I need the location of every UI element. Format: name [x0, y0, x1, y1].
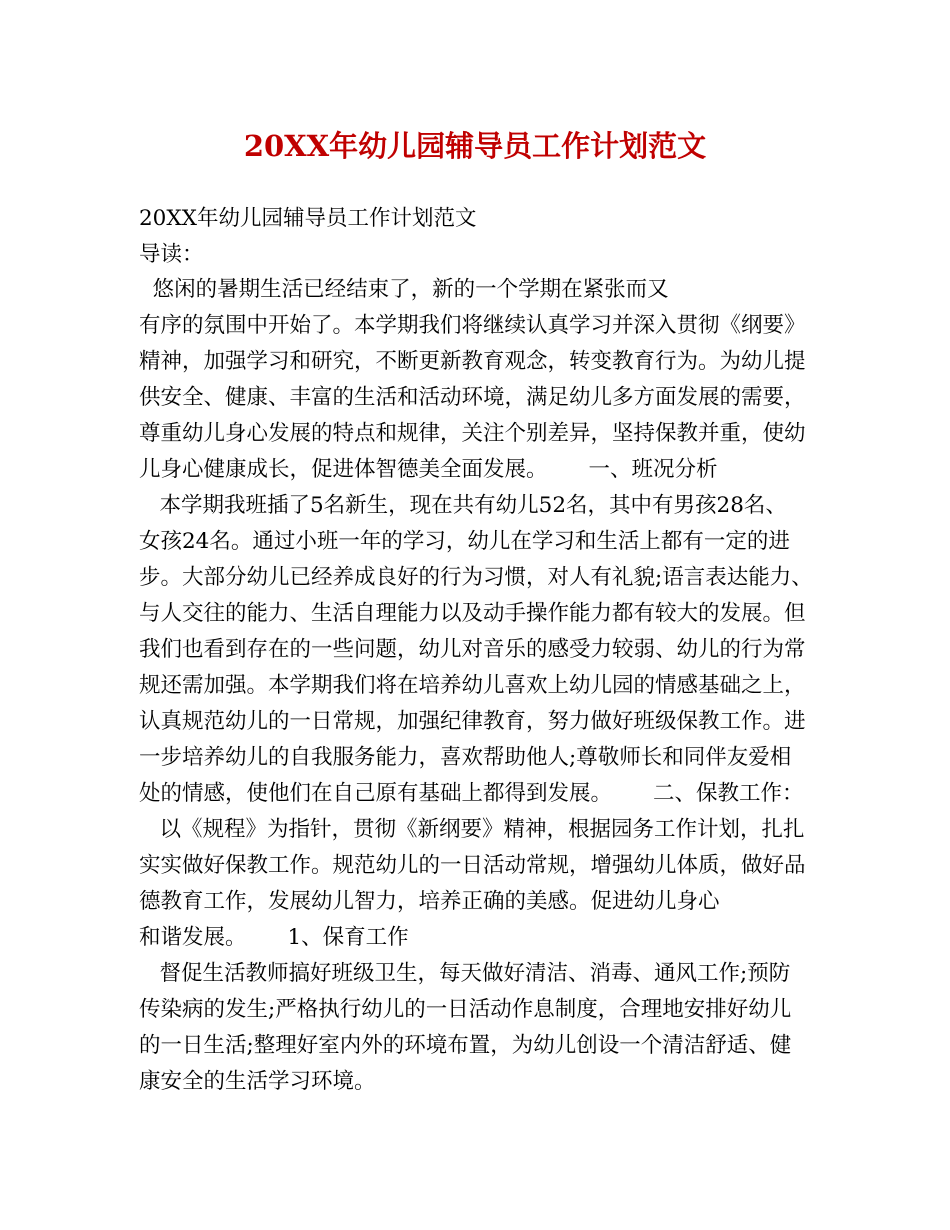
body-line: 与人交往的能力、生活自理能力以及动手操作能力都有较大的发展。但 — [139, 601, 806, 626]
body-line: 我们也看到存在的一些问题，幼儿对音乐的感受力较弱、幼儿的行为常 — [139, 637, 806, 662]
body-line: 康安全的生活学习环境。 — [139, 1069, 376, 1094]
body-line: 女孩24名。通过小班一年的学习，幼儿在学习和生活上都有一定的进 — [139, 529, 790, 554]
body-line: 本学期我班插了5名新生，现在共有幼儿52名，其中有男孩28名、 — [139, 493, 787, 518]
body-line: 步。大部分幼儿已经养成良好的行为习惯，对人有礼貌;语言表达能力、 — [139, 565, 813, 590]
body-line: 尊重幼儿身心发展的特点和规律，关注个别差异，坚持保教并重，使幼 — [139, 421, 806, 446]
body-line: 20XX年幼儿园辅导员工作计划范文 — [139, 206, 477, 231]
body-line: 儿身心健康成长，促进体智德美全面发展。 一、班况分析 — [139, 457, 718, 482]
body-line: 精神，加强学习和研究，不断更新教育观念，转变教育行为。为幼儿提 — [139, 349, 806, 374]
body-line: 一步培养幼儿的自我服务能力，喜欢帮助他人;尊敬师长和同伴友爱相 — [139, 745, 792, 770]
body-line: 有序的氛围中开始了。本学期我们将继续认真学习并深入贯彻《纲要》 — [139, 313, 806, 338]
body-line: 传染病的发生;严格执行幼儿的一日活动作息制度，合理地安排好幼儿 — [139, 997, 792, 1022]
body-line: 处的情感，使他们在自己原有基础上都得到发展。 二、保教工作： — [139, 781, 804, 806]
body-line: 悠闲的暑期生活已经结束了，新的一个学期在紧张而又 — [139, 277, 669, 302]
body-line: 导读： — [139, 242, 204, 267]
body-line: 德教育工作，发展幼儿智力，培养正确的美感。促进幼儿身心 — [139, 889, 720, 914]
body-line: 规还需加强。本学期我们将在培养幼儿喜欢上幼儿园的情感基础之上， — [139, 673, 806, 698]
document-title: 20XX年幼儿园辅导员工作计划范文 — [243, 129, 707, 163]
body-line: 督促生活教师搞好班级卫生，每天做好清洁、消毒、通风工作;预防 — [139, 961, 791, 986]
body-line: 和谐发展。 1、保育工作 — [139, 925, 409, 950]
body-line: 供安全、健康、丰富的生活和活动环境，满足幼儿多方面发展的需要， — [139, 385, 806, 410]
body-line: 的一日生活;整理好室内外的环境布置，为幼儿创设一个清洁舒适、健 — [139, 1033, 792, 1058]
body-line: 认真规范幼儿的一日常规，加强纪律教育，努力做好班级保教工作。进 — [139, 709, 806, 734]
body-line: 实实做好保教工作。规范幼儿的一日活动常规，增强幼儿体质，做好品 — [139, 853, 806, 878]
body-line: 以《规程》为指针，贯彻《新纲要》精神，根据园务工作计划，扎扎 — [139, 817, 805, 842]
